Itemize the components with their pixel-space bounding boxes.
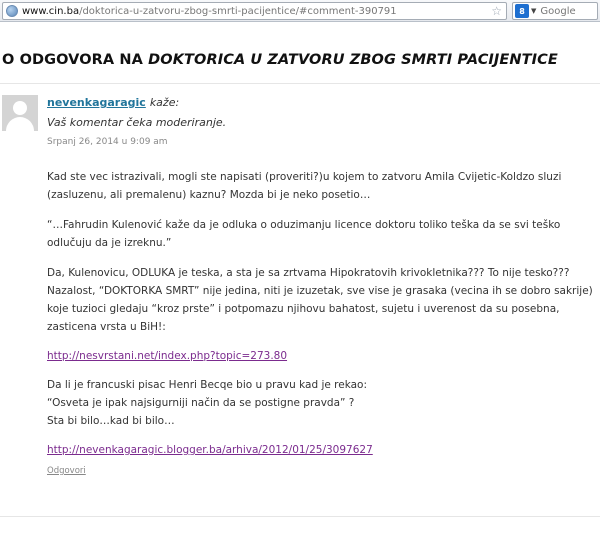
browser-toolbar [0,0,600,22]
star-icon[interactable]: ☆ [491,4,502,18]
avatar-head [13,101,27,115]
avatar-shoulders [6,117,34,131]
comment-line: Kad ste vec istrazivali, mogli ste napisati (proveriti?)u kojem to zatvoru Amila Cvijetic-Koldzo sluzi [47,171,562,183]
comment-author-line [47,96,179,109]
search-engine-icon[interactable]: 8 [515,4,529,18]
chevron-down-icon[interactable]: ▼ [531,7,537,15]
search-engine-label: Google [540,5,576,17]
url-text[interactable] [22,6,397,17]
comment-line: Sta bi bilo…kad bi bilo… [47,415,175,427]
divider [0,83,600,84]
comment-paragraph [47,347,287,365]
comment-date[interactable]: Srpanj 26, 2014 u 9:09 am [47,137,168,147]
comment-line: Da, Kulenovicu, ODLUKA je teska, a sta je sa zrtvama Hipokratovih krivokletnika??? To nije tesko??? [47,267,570,279]
globe-icon [6,5,18,17]
comment-line: zasticena vrsta u BiH!: [47,321,166,333]
comment-line: “Osveta je ipak najsigurniji način da se postigne pravda” ? [47,397,355,409]
comment-line: odlučuju da je izreknu.” [47,237,172,249]
nesvrstani-link[interactable]: http://nesvrstani.net/index.php?topic=273.80 [47,350,288,362]
comments-heading-prefix: O ODGOVORA NA [2,52,149,68]
comment-line: Nazalost, “DOKTORKA SMRT” nije jedina, niti je izuzetak, sve vise je grasaka (vecina ih se dobro sakrije) [47,285,593,297]
address-bar[interactable] [2,2,507,20]
comment-paragraph [47,168,561,204]
blogger-link[interactable]: http://nevenkagaragic.blogger.ba/arhiva/2012/01/25/3097627 [47,444,373,456]
url-path: /doktorica-u-zatvoru-zbog-smrti-pacijentice/#comment-390791 [79,5,397,17]
moderation-note: Vaš komentar čeka moderiranje. [47,116,227,129]
reply-link[interactable]: Odgovori [47,466,86,476]
comment-paragraph [47,264,593,336]
comment-line: Da li je francuski pisac Henri Becqe bio u pravu kad je rekao: [47,379,368,391]
comment-paragraph [47,441,373,459]
says-label: kaže: [149,96,180,109]
search-input[interactable] [512,2,598,20]
comment-paragraph [47,376,367,430]
divider [0,516,600,517]
comment-line: “…Fahrudin Kulenović kaže da je odluka o oduzimanju licence doktoru toliko teška da se svi teško [47,219,561,231]
url-domain: www.cin.ba [22,5,80,17]
comment-line: koje tuzioci gledaju “kroz prste” i potpomazu njihovu bahatost, sujetu i uverenost da su posebna, [47,303,560,315]
avatar [2,95,38,131]
post-title: DOKTORICA U ZATVORU ZBOG SMRTI PACIJENTICE [148,52,558,68]
comment-quote [47,216,560,252]
author-link[interactable]: nevenkagaragic [47,96,146,109]
comment-line: (zasluzenu, ali premalenu) kaznu? Mozda bi je neko posetio… [47,189,371,201]
comments-heading [2,52,558,68]
